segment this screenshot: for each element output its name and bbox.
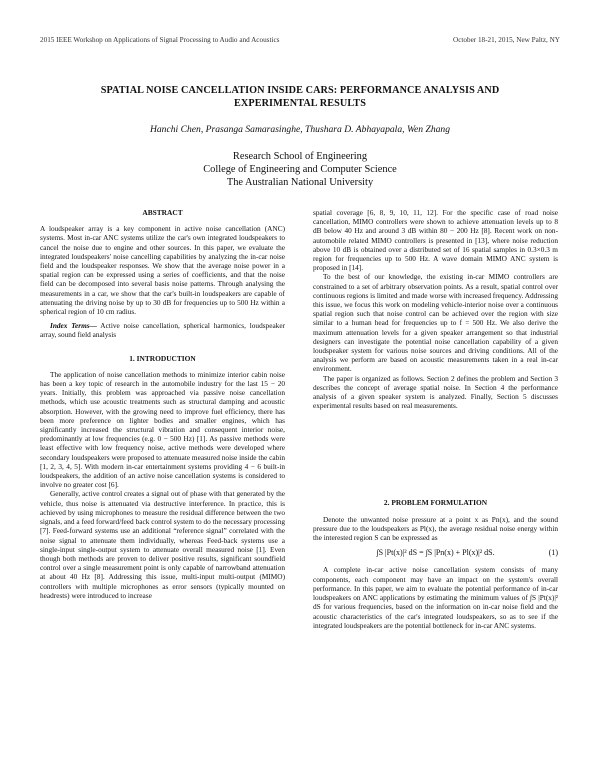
- section-spacer: [313, 410, 558, 498]
- abstract-text: A loudspeaker array is a key component in active noise cancellation (ANC) systems. Most in-car ANC systems utilize the car's own integrated loudspeakers to cancel the noise due to engine and other sources. In this paper, we evaluate the integrated loudspeakers' noise cancelling capabilities by analyzing the in-car noise field and the loudspeaker responses. We show that the average noise power in a spatial region can be expressed using a series of coefficients, and that the noise field can be decomposed into several basis noise patterns. Through analysing the measurements in a car, we show that the car's built-in loudspeakers are capable of attenuating the driving noise by up to 30 dB for frequencies up to 500 Hz within a spherical region of 10 cm radius.: [40, 224, 285, 317]
- problem-paragraph-2: A complete in-car active noise cancellation system consists of many components, each component may have an impact on the system's overall performance. In this paper, we aim to evaluate the potential performance of in-car loudspeakers on ANC applications by estimating the minimum values of ∫S |Pt(x)|² dS for various frequencies, based on the information on in-car noise field and the acoustic characteristics of the car's integrated loudspeakers, so as to see if the integrated loudspeakers are the potential bottleneck for in-car ANC systems.: [313, 565, 558, 630]
- equation-1: [313, 548, 558, 557]
- running-header-left: 2015 IEEE Workshop on Applications of Signal Processing to Audio and Acoustics: [40, 36, 280, 44]
- author-list: Hanchi Chen, Prasanga Samarasinghe, Thushara D. Abhayapala, Wen Zhang: [149, 124, 451, 135]
- affiliation-line-2: College of Engineering and Computer Science: [203, 164, 397, 175]
- left-column: [40, 208, 285, 600]
- affiliation-line-1: Research School of Engineering: [232, 151, 368, 162]
- intro-paragraph-3: spatial coverage [6, 8, 9, 10, 11, 12]. For the specific case of road noise cancellation, MIMO controllers were shown to achieve attenuation levels up to 8 dB below 40 Hz and around 3 dB within 80 − 200 Hz [8]. Recent work on non-automobile related MIMO controllers is presented in [13], where noise reduction above 10 dB is obtained over a distributed set of 16 spatial samples in 0.3×0.3 m region for frequencies up to 500 Hz. A wave domain MIMO ANC system is proposed in [14].: [313, 208, 558, 273]
- affiliation: [40, 150, 560, 189]
- introduction-heading: 1. INTRODUCTION: [129, 353, 196, 363]
- equation-1-body: ∫S |Pt(x)|² dS = ∫S |Pn(x) + Pl(x)|² dS.: [376, 548, 495, 558]
- equation-1-number: (1): [548, 548, 558, 558]
- intro-paragraph-5: The paper is organized as follows. Section 2 defines the problem and Section 3 describes the concept of average spatial noise. In Section 4 the performance analysis of a given speaker system is analyzed. Finally, Section 5 discusses experimental results based on real measurements.: [313, 373, 558, 411]
- affiliation-line-3: The Australian National University: [226, 177, 374, 188]
- abstract-heading: ABSTRACT: [142, 208, 183, 217]
- running-header-right: October 18-21, 2015, New Paltz, NY: [453, 36, 560, 44]
- paper-title: SPATIAL NOISE CANCELLATION INSIDE CARS: PERFORMANCE ANALYSIS AND EXPERIMENTAL RESULTS: [100, 85, 500, 109]
- index-terms-text: Active noise cancellation, spherical harmonics, loudspeaker array, sound field analysis: [40, 321, 285, 340]
- right-column: [313, 208, 558, 630]
- problem-formulation-heading: 2. PROBLEM FORMULATION: [383, 498, 488, 508]
- problem-paragraph-1: Denote the unwanted noise pressure at a point x as Pn(x), and the sound pressure due to the loudspeakers as Pl(x), the average residual noise energy within the interested region S can be expressed as: [313, 514, 558, 543]
- intro-paragraph-4: To the best of our knowledge, the existing in-car MIMO controllers are constrained to a set of arbitrary observation points. As a result, spatial control over continuous regions is limited and made worse with increased frequency. Addressing this issue, we focus this work on modeling vehicle-interior noise over a continuous spatial region such that noise control can be achieved over the region with size similar to a human head for frequencies up to f = 500 Hz. We also derive the maximum attenuation levels for a given speaker arrangement so that industrial designers can investigate the potential noise cancellation capability of a given loudspeaker system for various noise sources and driving conditions. All of the analysis we perform are based on acoustic measurements taken in a real in-car environment.: [313, 272, 558, 374]
- index-terms: [40, 321, 285, 339]
- intro-paragraph-1: The application of noise cancellation methods to minimize interior cabin noise has been a key topic of research in the automobile industry for the last 15 − 20 years. Initially, this problem was approached via passive noise cancellation methods, which use acoustic treatments such as structural damping and acoustic absorption. However, with the growing need to improve fuel efficiency, there has been more preference on lighter bodies and smaller engines, which has significantly increased the structural vibration and consequent interior noise, predominantly at low frequencies (e.g. 0 − 500 Hz) [1]. As passive methods were least effective with low frequency noise, active methods were developed where secondary loudspeakers were proposed to attenuate measured noise inside the cabin [1, 2, 3, 4, 5]. With modern in-car entertainment systems providing 4 − 6 built-in loudspeakers, the addition of an active noise cancellation systems is considered to involve no greater cost [6].: [40, 369, 285, 490]
- index-terms-label: Index Terms—: [50, 321, 97, 331]
- intro-paragraph-2: Generally, active control creates a signal out of phase with that generated by the vehicle, thus noise is attenuated via destructive interference. In practice, this is achieved by using microphones to measure the residual difference between the two signals, and a feed forward/feed back control system to do the necessary processing [7]. Feed-forward systems use an additional “reference signal” correlated with the noise signal to attenuate them individually, whereas Feed-back systems use a single-input single-output system to attenuate overall measured noise [1]. Even though both methods are proven to deliver positive results, significant soundfield control over a single measurement point is only capable of narrowband attenuation at about 40 Hz [8]. Addressing this issue, multi-input multi-output (MIMO) controllers with multiple microphones as error sensors (typically mounted on headrests) were introduced to increase: [40, 489, 285, 600]
